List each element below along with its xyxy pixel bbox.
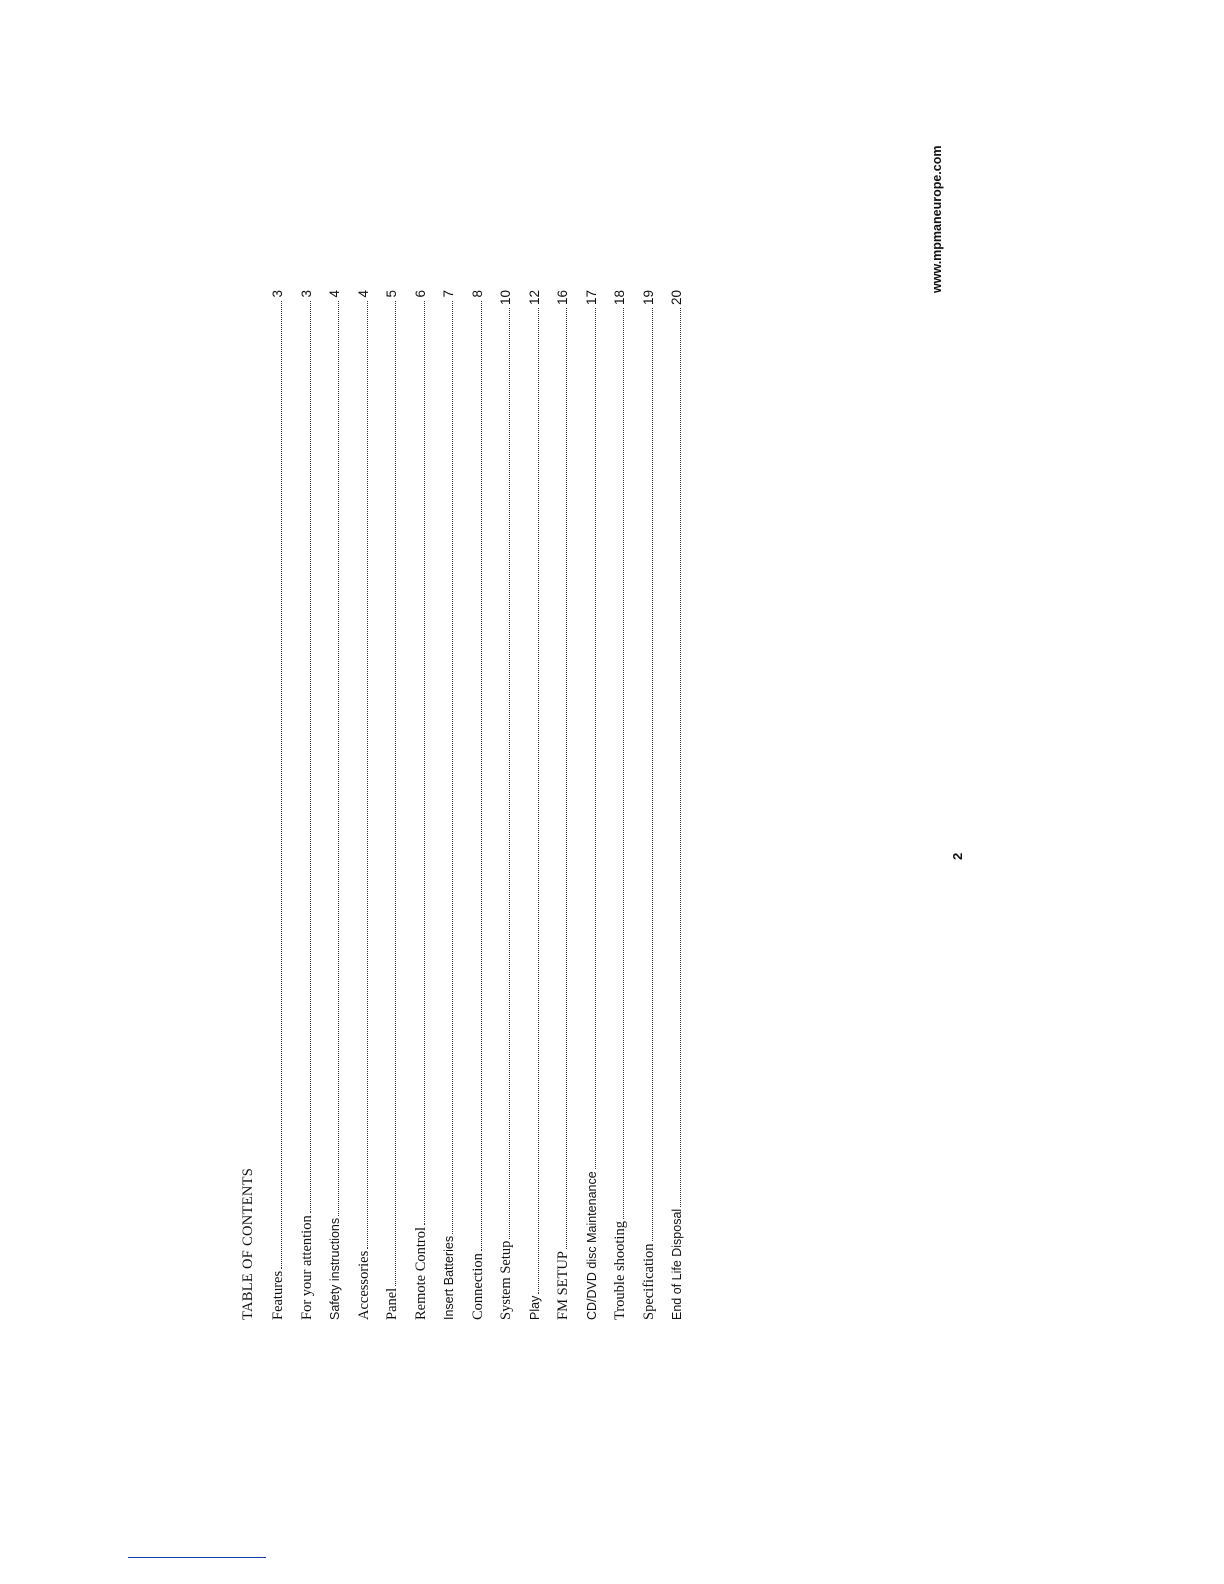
toc-entry-page: 5 [384,290,399,298]
dot-leader [424,301,425,1225]
rotated-page-content [240,145,965,1320]
toc-entry-label: For your attention [298,1215,315,1320]
toc-entry [268,290,297,1320]
toc-entry [525,290,554,1320]
toc-entry-label: Remote Control [412,1226,429,1320]
toc-entry [667,290,696,1320]
toc-entry [439,290,468,1320]
toc-entry [411,290,440,1320]
toc-entry-label: Insert Batteries [442,1235,456,1320]
toc-entry [297,290,326,1320]
toc-entry-page: 20 [669,290,684,306]
toc-entry-page: 4 [327,290,342,298]
toc-entry-label: Specification [640,1243,657,1320]
dot-leader [395,301,396,1286]
toc-entry-label: End of Life Disposal [670,1208,684,1320]
dot-leader [281,301,282,1269]
toc-entry-label: FM SETUP [555,1251,571,1320]
toc-entry-page: 6 [412,290,428,298]
toc-entry [639,290,668,1320]
toc-entry-label: Accessories [355,1250,372,1320]
toc-entry [354,290,383,1320]
toc-entry-page: 12 [526,290,542,306]
toc-entry-page: 7 [441,290,456,298]
toc-entry-label: Features [270,1270,286,1320]
dot-leader [595,308,596,1169]
dot-leader [566,308,567,1249]
dot-leader [623,308,624,1219]
toc-entry [468,290,497,1320]
toc-entry [325,290,354,1320]
toc-entry-page: 10 [498,290,513,306]
toc-entry-page: 3 [298,290,314,298]
dot-leader [481,301,482,1252]
toc-entry-page: 18 [612,290,627,306]
dot-leader [652,308,653,1241]
toc-entry [382,290,411,1320]
toc-entry-page: 19 [640,290,656,306]
toc-title: TABLE OF CONTENTS [240,1167,256,1320]
page-number: 2 [950,852,965,860]
toc-list [268,290,696,1320]
toc-entry [582,290,611,1320]
footer-rule [128,1557,266,1558]
toc-entry-page: 3 [270,290,285,298]
toc-entry [610,290,639,1320]
dot-leader [338,301,339,1216]
toc-entry-label: Play [527,1295,542,1320]
toc-entry-page: 8 [469,290,485,298]
dot-leader [310,301,311,1214]
dot-leader [680,308,681,1207]
dot-leader [452,301,453,1234]
toc-entry-page: 16 [555,290,570,306]
toc-entry-page: 17 [583,290,599,306]
toc-entry-label: Connection [469,1253,486,1320]
toc-entry [553,290,582,1320]
website-url: www.mpmaneurope.com [930,145,944,293]
toc-entry-label: Trouble shooting [612,1221,628,1320]
dot-leader [538,308,539,1294]
toc-entry-label: CD/DVD disc Maintenance [584,1171,599,1320]
toc-entry [496,290,525,1320]
toc-entry-label: Safety instructions [328,1217,342,1320]
toc-entry-label: Panel [384,1287,400,1320]
toc-entry-label: System Setup [498,1240,514,1320]
toc-entry-page: 4 [355,290,371,298]
dot-leader [367,301,368,1249]
dot-leader [509,308,510,1239]
